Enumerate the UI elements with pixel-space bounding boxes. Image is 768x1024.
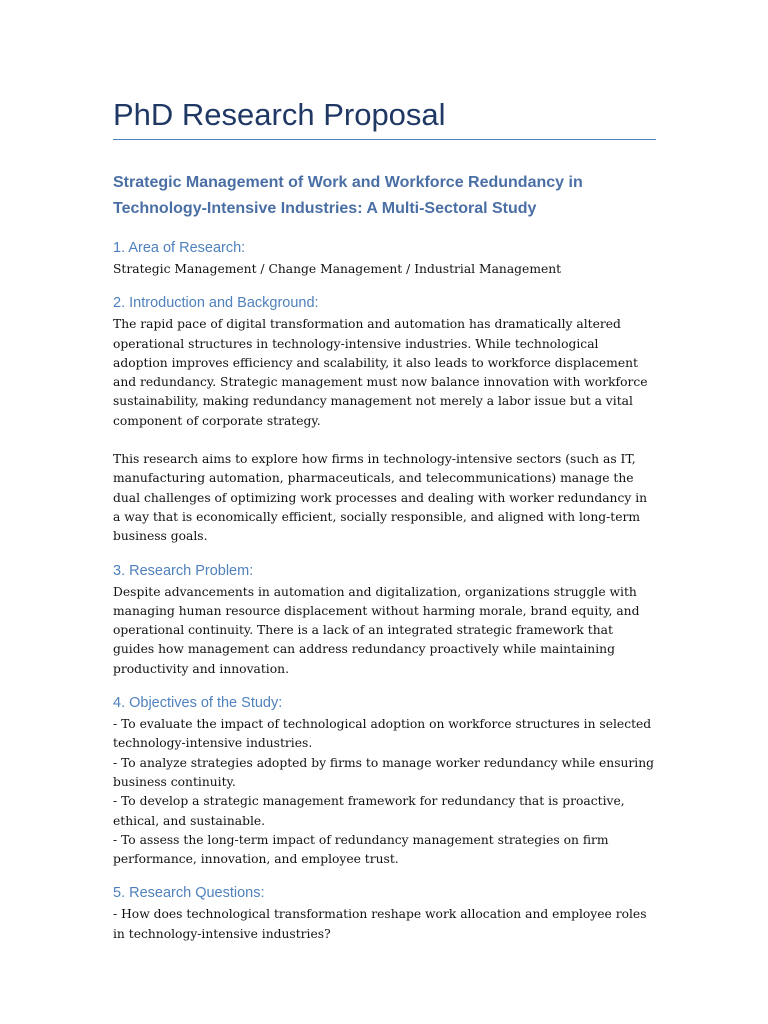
section-heading-questions: 5. Research Questions:	[113, 885, 265, 902]
problem-body: Despite advancements in automation and digitalization, organizations struggle with managing human resource displacement without harming morale, brand equity, and operational continuity. There is a lack of an integrated strategic framework that guides how management can address redundancy proactively while maintaining productivity and innovation.	[113, 584, 640, 676]
area-body: Strategic Management / Change Management / Industrial Management	[113, 262, 562, 276]
section-objectives	[113, 693, 656, 869]
document-title: PhD Research Proposal	[113, 97, 446, 132]
introduction-paragraph-1: The rapid pace of digital transformation and automation has dramatically altered operational structures in technology-intensive industries. While technological adoption improves efficiency and scalability, it also leads to workforce displacement and redundancy. Strategic management must now balance innovation with workforce sustainability, making redundancy management not merely a labor issue but a vital component of corporate strategy.	[113, 317, 648, 428]
objectives-list	[113, 715, 656, 869]
section-research-questions	[113, 883, 656, 944]
questions-list	[113, 905, 656, 944]
list-item: - To analyze strategies adopted by firms to manage worker redundancy while ensuring business continuity.	[113, 755, 655, 789]
title-divider	[113, 139, 656, 140]
list-item: - To assess the long-term impact of redundancy management strategies on firm performance, innovation, and employee trust.	[113, 832, 609, 867]
document-page	[113, 96, 656, 944]
section-introduction	[113, 293, 656, 546]
proposal-subtitle: Strategic Management of Work and Workforce Redundancy in Technology-Intensive Industries: A Multi-Sectoral Study	[113, 174, 583, 217]
section-heading-problem: 3. Research Problem:	[113, 562, 254, 579]
list-item: - To evaluate the impact of technological adoption on workforce structures in selected technology-intensive industries.	[113, 717, 652, 751]
introduction-paragraph-2: This research aims to explore how firms in technology-intensive sectors (such as IT, manufacturing automation, pharmaceuticals, and telecommunications) manage the dual challenges of optimizing work processes and dealing with worker redundancy in a way that is economically efficient, socially responsible, and aligned with long-term business goals.	[113, 452, 648, 544]
section-area-of-research	[113, 238, 656, 279]
list-item: - How does technological transformation reshape work allocation and employee roles in technology-intensive industries?	[113, 907, 647, 941]
section-heading-objectives: 4. Objectives of the Study:	[113, 695, 283, 712]
list-item: - To develop a strategic management framework for redundancy that is proactive, ethical, and sustainable.	[113, 794, 625, 828]
section-heading-introduction: 2. Introduction and Background:	[113, 295, 319, 312]
section-heading-area: 1. Area of Research:	[113, 240, 246, 256]
section-research-problem	[113, 561, 656, 679]
